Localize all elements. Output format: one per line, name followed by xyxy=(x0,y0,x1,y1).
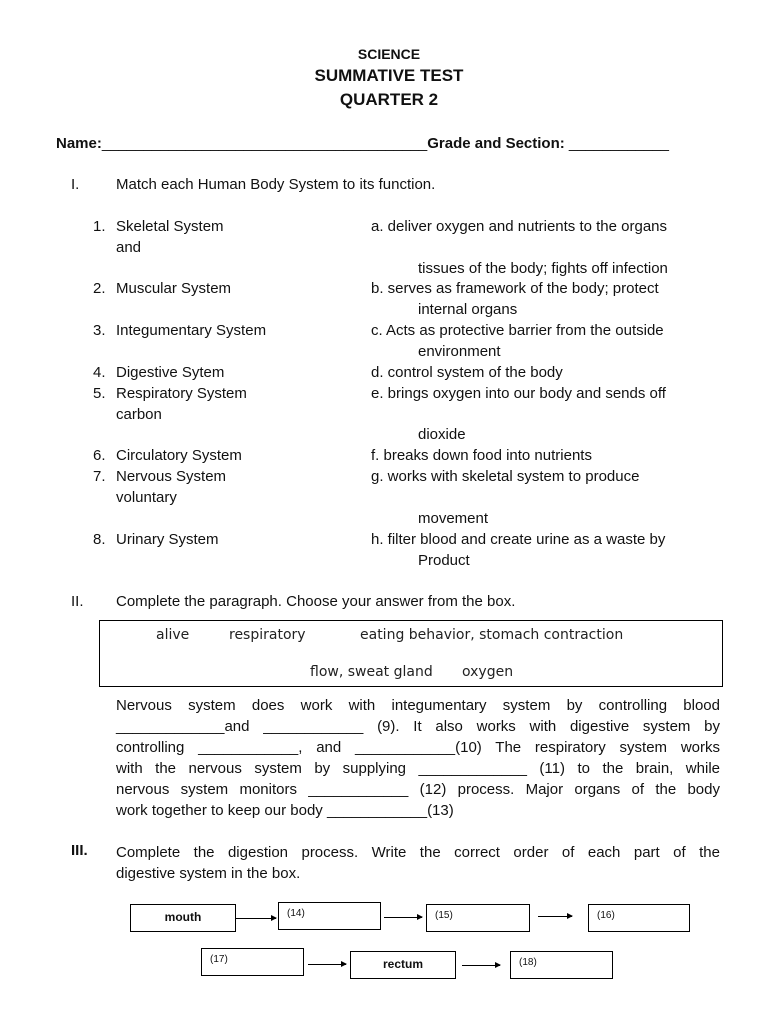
system-number: 5. xyxy=(93,385,106,402)
system-item-continuation: carbon xyxy=(116,406,162,423)
system-number: 4. xyxy=(93,364,106,381)
system-number: 2. xyxy=(93,280,106,297)
name-label: Name: xyxy=(56,135,102,152)
system-item: Muscular System xyxy=(116,280,232,297)
function-item-continuation: internal organs xyxy=(418,301,518,318)
answer-box-17[interactable] xyxy=(201,948,304,976)
flow-box-rectum xyxy=(350,951,456,979)
system-number: 7. xyxy=(93,468,106,485)
function-item-continuation: movement xyxy=(418,510,489,527)
system-number: 8. xyxy=(93,531,106,548)
paragraph-line: _____________and ____________ (9). It also works with digestive system by xyxy=(116,718,720,735)
arrow-icon xyxy=(236,918,276,919)
quarter-heading: QUARTER 2 xyxy=(339,90,439,109)
word-bank-choice: respiratory xyxy=(229,627,306,643)
test-title: SUMMATIVE TEST xyxy=(314,66,464,85)
paragraph-line: with the nervous system by supplying _____________ (11) to the brain, while xyxy=(116,760,720,777)
flow-box-mouth xyxy=(130,904,236,932)
answer-box-number: (14) xyxy=(287,908,305,919)
part3-instruction-line: Complete the digestion process. Write the correct order of each part of the xyxy=(116,844,720,861)
arrow-icon xyxy=(538,916,572,917)
name-field[interactable]: _______________________________________ xyxy=(101,135,428,152)
paragraph-line: nervous system monitors ____________ (12) process. Major organs of the body xyxy=(116,781,720,798)
paragraph-line: Nervous system does work with integumentary system by controlling blood xyxy=(116,697,720,714)
system-item-continuation: and xyxy=(116,239,142,256)
part3-instruction-line: digestive system in the box. xyxy=(116,865,301,882)
part2-numeral: II. xyxy=(71,593,84,610)
word-bank-choice: oxygen xyxy=(462,664,514,680)
answer-box-14[interactable] xyxy=(278,902,381,930)
grade-section-label: Grade and Section: xyxy=(427,135,565,152)
answer-box-number: (18) xyxy=(519,957,537,968)
function-item: a. deliver oxygen and nutrients to the organs xyxy=(371,218,668,235)
function-item: g. works with skeletal system to produce xyxy=(371,468,640,485)
system-item: Urinary System xyxy=(116,531,219,548)
system-number: 1. xyxy=(93,218,106,235)
function-item: h. filter blood and create urine as a waste by xyxy=(371,531,666,548)
flow-box-label: rectum xyxy=(382,957,423,971)
arrow-icon xyxy=(462,965,500,966)
answer-box-number: (16) xyxy=(597,910,615,921)
system-item: Circulatory System xyxy=(116,447,242,464)
system-item: Respiratory System xyxy=(116,385,247,402)
function-item-continuation: Product xyxy=(418,552,470,569)
grade-section-field[interactable]: ____________ xyxy=(568,135,670,152)
system-number: 3. xyxy=(93,322,106,339)
arrow-icon xyxy=(384,917,422,918)
part1-instruction: Match each Human Body System to its function. xyxy=(116,176,436,193)
function-item-continuation: tissues of the body; fights off infection xyxy=(418,260,668,277)
arrow-icon xyxy=(308,964,346,965)
part3-numeral: III. xyxy=(71,842,88,859)
answer-box-number: (17) xyxy=(210,954,228,965)
system-item: Integumentary System xyxy=(116,322,267,339)
word-bank-choice: alive xyxy=(156,627,190,643)
part1-numeral: I. xyxy=(71,176,80,193)
function-item: c. Acts as protective barrier from the outside xyxy=(371,322,664,339)
function-item-continuation: dioxide xyxy=(418,426,466,443)
subject-heading: SCIENCE xyxy=(357,46,421,62)
paragraph-line: controlling ____________, and ____________(10) The respiratory system works xyxy=(116,739,720,756)
paragraph-line: work together to keep our body ____________(13) xyxy=(116,802,454,819)
system-item: Digestive Sytem xyxy=(116,364,225,381)
system-item: Skeletal System xyxy=(116,218,224,235)
word-bank-choice: flow, sweat gland xyxy=(310,664,433,680)
name-line xyxy=(56,135,669,152)
word-bank-box xyxy=(99,620,723,687)
part2-instruction: Complete the paragraph. Choose your answer from the box. xyxy=(116,593,516,610)
function-item: f. breaks down food into nutrients xyxy=(371,447,592,464)
function-item: b. serves as framework of the body; protect xyxy=(371,280,659,297)
word-bank-choice: eating behavior, stomach contraction xyxy=(360,627,624,643)
system-item-continuation: voluntary xyxy=(116,489,177,506)
answer-box-16[interactable] xyxy=(588,904,690,932)
system-number: 6. xyxy=(93,447,106,464)
answer-box-18[interactable] xyxy=(510,951,613,979)
function-item-continuation: environment xyxy=(418,343,501,360)
system-item: Nervous System xyxy=(116,468,227,485)
answer-box-15[interactable] xyxy=(426,904,530,932)
function-item: e. brings oxygen into our body and sends off xyxy=(371,385,666,402)
answer-box-number: (15) xyxy=(435,910,453,921)
function-item: d. control system of the body xyxy=(371,364,563,381)
flow-box-label: mouth xyxy=(164,910,202,924)
